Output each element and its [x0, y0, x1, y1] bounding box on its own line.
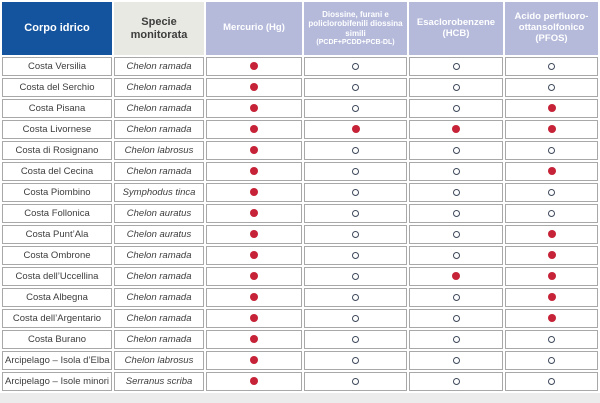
pfos-status-cell: [505, 120, 598, 139]
hcb-status-cell: [409, 78, 503, 97]
header-diossine: [304, 2, 407, 55]
hg-status-cell: [206, 246, 302, 265]
open-dot-icon: [352, 294, 359, 301]
pfos-status-cell: [505, 162, 598, 181]
open-dot-icon: [453, 294, 460, 301]
pfos-status-cell: [505, 330, 598, 349]
filled-dot-icon: [548, 251, 556, 259]
table-row: [2, 225, 598, 244]
filled-dot-icon: [548, 314, 556, 322]
corpo-cell: Costa Versilia: [2, 57, 112, 76]
table-row: [2, 288, 598, 307]
pfos-status-cell: [505, 57, 598, 76]
diossine-status-cell: [304, 162, 407, 181]
filled-dot-icon: [250, 146, 258, 154]
open-dot-icon: [548, 336, 555, 343]
open-dot-icon: [548, 357, 555, 364]
hg-status-cell: [206, 204, 302, 223]
open-dot-icon: [352, 273, 359, 280]
hcb-status-cell: [409, 246, 503, 265]
table-row: [2, 183, 598, 202]
corpo-cell: Costa Albegna: [2, 288, 112, 307]
diossine-status-cell: [304, 204, 407, 223]
hcb-status-cell: [409, 162, 503, 181]
specie-cell: Chelon ramada: [114, 120, 204, 139]
filled-dot-icon: [548, 272, 556, 280]
diossine-status-cell: [304, 225, 407, 244]
filled-dot-icon: [250, 272, 258, 280]
header-diossine-label: Diossine, furani e policlorobifenili diossina simili: [308, 9, 403, 38]
header-corpo-idrico: Corpo idrico: [2, 2, 112, 55]
header-diossine-sublabel: (PCDF+PCDD+PCB-DL): [316, 38, 395, 46]
header-mercurio: Mercurio (Hg): [206, 2, 302, 55]
hcb-status-cell: [409, 309, 503, 328]
filled-dot-icon: [250, 377, 258, 385]
diossine-status-cell: [304, 78, 407, 97]
open-dot-icon: [548, 84, 555, 91]
specie-cell: Chelon ramada: [114, 162, 204, 181]
table-row: [2, 267, 598, 286]
hcb-status-cell: [409, 267, 503, 286]
open-dot-icon: [453, 357, 460, 364]
open-dot-icon: [453, 336, 460, 343]
hg-status-cell: [206, 99, 302, 118]
hcb-status-cell: [409, 99, 503, 118]
corpo-cell: Costa Livornese: [2, 120, 112, 139]
specie-cell: Chelon auratus: [114, 204, 204, 223]
open-dot-icon: [453, 231, 460, 238]
corpo-cell: Costa Pisana: [2, 99, 112, 118]
filled-dot-icon: [250, 209, 258, 217]
hg-status-cell: [206, 330, 302, 349]
open-dot-icon: [352, 231, 359, 238]
filled-dot-icon: [452, 272, 460, 280]
open-dot-icon: [352, 357, 359, 364]
table-row: [2, 246, 598, 265]
pfos-status-cell: [505, 267, 598, 286]
table-row: [2, 99, 598, 118]
open-dot-icon: [453, 210, 460, 217]
open-dot-icon: [352, 378, 359, 385]
specie-cell: Serranus scriba: [114, 372, 204, 391]
corpo-cell: Arcipelago – Isole minori: [2, 372, 112, 391]
specie-cell: Chelon labrosus: [114, 351, 204, 370]
corpo-cell: Costa dell’Uccellina: [2, 267, 112, 286]
table-row: [2, 309, 598, 328]
open-dot-icon: [453, 252, 460, 259]
open-dot-icon: [352, 105, 359, 112]
open-dot-icon: [352, 315, 359, 322]
specie-cell: Chelon ramada: [114, 267, 204, 286]
pfos-status-cell: [505, 78, 598, 97]
header-specie-monitorata: Specie monitorata: [114, 2, 204, 55]
filled-dot-icon: [250, 167, 258, 175]
table-row: [2, 162, 598, 181]
specie-cell: Chelon ramada: [114, 288, 204, 307]
diossine-status-cell: [304, 120, 407, 139]
open-dot-icon: [548, 210, 555, 217]
table-row: [2, 351, 598, 370]
diossine-status-cell: [304, 57, 407, 76]
table-row: [2, 141, 598, 160]
diossine-status-cell: [304, 99, 407, 118]
table-row: [2, 330, 598, 349]
pfos-status-cell: [505, 99, 598, 118]
hg-status-cell: [206, 351, 302, 370]
filled-dot-icon: [548, 125, 556, 133]
specie-cell: Chelon labrosus: [114, 141, 204, 160]
corpo-cell: Arcipelago – Isola d’Elba: [2, 351, 112, 370]
hg-status-cell: [206, 288, 302, 307]
open-dot-icon: [352, 189, 359, 196]
diossine-status-cell: [304, 183, 407, 202]
diossine-status-cell: [304, 246, 407, 265]
diossine-status-cell: [304, 330, 407, 349]
corpo-cell: Costa Punt’Ala: [2, 225, 112, 244]
filled-dot-icon: [250, 125, 258, 133]
open-dot-icon: [453, 378, 460, 385]
pfos-status-cell: [505, 372, 598, 391]
specie-cell: Symphodus tinca: [114, 183, 204, 202]
open-dot-icon: [352, 336, 359, 343]
pfos-status-cell: [505, 204, 598, 223]
pfos-status-cell: [505, 288, 598, 307]
pfos-status-cell: [505, 225, 598, 244]
hg-status-cell: [206, 372, 302, 391]
corpo-cell: Costa del Cecina: [2, 162, 112, 181]
hcb-status-cell: [409, 372, 503, 391]
corpo-cell: Costa Burano: [2, 330, 112, 349]
corpo-cell: Costa di Rosignano: [2, 141, 112, 160]
hg-status-cell: [206, 183, 302, 202]
open-dot-icon: [453, 189, 460, 196]
open-dot-icon: [352, 63, 359, 70]
corpo-cell: Costa Piombino: [2, 183, 112, 202]
diossine-status-cell: [304, 267, 407, 286]
filled-dot-icon: [250, 62, 258, 70]
header-pfos: Acido perfluoro-ottansolfonico (PFOS): [505, 2, 598, 55]
pfos-status-cell: [505, 309, 598, 328]
hg-status-cell: [206, 267, 302, 286]
hcb-status-cell: [409, 183, 503, 202]
open-dot-icon: [453, 168, 460, 175]
corpo-cell: Costa Ombrone: [2, 246, 112, 265]
open-dot-icon: [352, 210, 359, 217]
filled-dot-icon: [250, 188, 258, 196]
diossine-status-cell: [304, 309, 407, 328]
pfos-status-cell: [505, 183, 598, 202]
open-dot-icon: [548, 378, 555, 385]
table-row: [2, 78, 598, 97]
pfos-status-cell: [505, 246, 598, 265]
corpo-cell: Costa Follonica: [2, 204, 112, 223]
corpo-cell: Costa dell’Argentario: [2, 309, 112, 328]
specie-cell: Chelon ramada: [114, 78, 204, 97]
filled-dot-icon: [250, 335, 258, 343]
specie-cell: Chelon ramada: [114, 309, 204, 328]
table-header: [2, 2, 598, 55]
pfos-status-cell: [505, 351, 598, 370]
hcb-status-cell: [409, 204, 503, 223]
open-dot-icon: [352, 252, 359, 259]
open-dot-icon: [453, 315, 460, 322]
filled-dot-icon: [548, 293, 556, 301]
table-row: [2, 57, 598, 76]
hg-status-cell: [206, 120, 302, 139]
filled-dot-icon: [548, 167, 556, 175]
filled-dot-icon: [250, 83, 258, 91]
open-dot-icon: [352, 84, 359, 91]
table-row: [2, 204, 598, 223]
hcb-status-cell: [409, 120, 503, 139]
hg-status-cell: [206, 162, 302, 181]
filled-dot-icon: [250, 314, 258, 322]
open-dot-icon: [352, 168, 359, 175]
specie-cell: Chelon ramada: [114, 57, 204, 76]
specie-cell: Chelon ramada: [114, 99, 204, 118]
hg-status-cell: [206, 309, 302, 328]
filled-dot-icon: [452, 125, 460, 133]
table-row: [2, 120, 598, 139]
hcb-status-cell: [409, 330, 503, 349]
open-dot-icon: [548, 147, 555, 154]
specie-cell: Chelon ramada: [114, 246, 204, 265]
header-esaclorobenzene: Esaclorobenzene (HCB): [409, 2, 503, 55]
open-dot-icon: [453, 105, 460, 112]
filled-dot-icon: [548, 230, 556, 238]
diossine-status-cell: [304, 141, 407, 160]
hg-status-cell: [206, 225, 302, 244]
diossine-status-cell: [304, 351, 407, 370]
table-row: [2, 372, 598, 391]
specie-cell: Chelon ramada: [114, 330, 204, 349]
table-body: [2, 57, 598, 391]
open-dot-icon: [453, 147, 460, 154]
diossine-status-cell: [304, 288, 407, 307]
hg-status-cell: [206, 78, 302, 97]
hcb-status-cell: [409, 288, 503, 307]
open-dot-icon: [352, 147, 359, 154]
hcb-status-cell: [409, 225, 503, 244]
open-dot-icon: [548, 189, 555, 196]
filled-dot-icon: [250, 251, 258, 259]
hcb-status-cell: [409, 57, 503, 76]
filled-dot-icon: [250, 293, 258, 301]
filled-dot-icon: [352, 125, 360, 133]
filled-dot-icon: [250, 104, 258, 112]
specie-cell: Chelon auratus: [114, 225, 204, 244]
corpo-cell: Costa del Serchio: [2, 78, 112, 97]
pfos-status-cell: [505, 141, 598, 160]
open-dot-icon: [453, 63, 460, 70]
open-dot-icon: [548, 63, 555, 70]
open-dot-icon: [453, 84, 460, 91]
diossine-status-cell: [304, 372, 407, 391]
filled-dot-icon: [548, 104, 556, 112]
hcb-status-cell: [409, 141, 503, 160]
filled-dot-icon: [250, 356, 258, 364]
hg-status-cell: [206, 57, 302, 76]
filled-dot-icon: [250, 230, 258, 238]
hcb-status-cell: [409, 351, 503, 370]
header-row: [2, 2, 598, 55]
hg-status-cell: [206, 141, 302, 160]
